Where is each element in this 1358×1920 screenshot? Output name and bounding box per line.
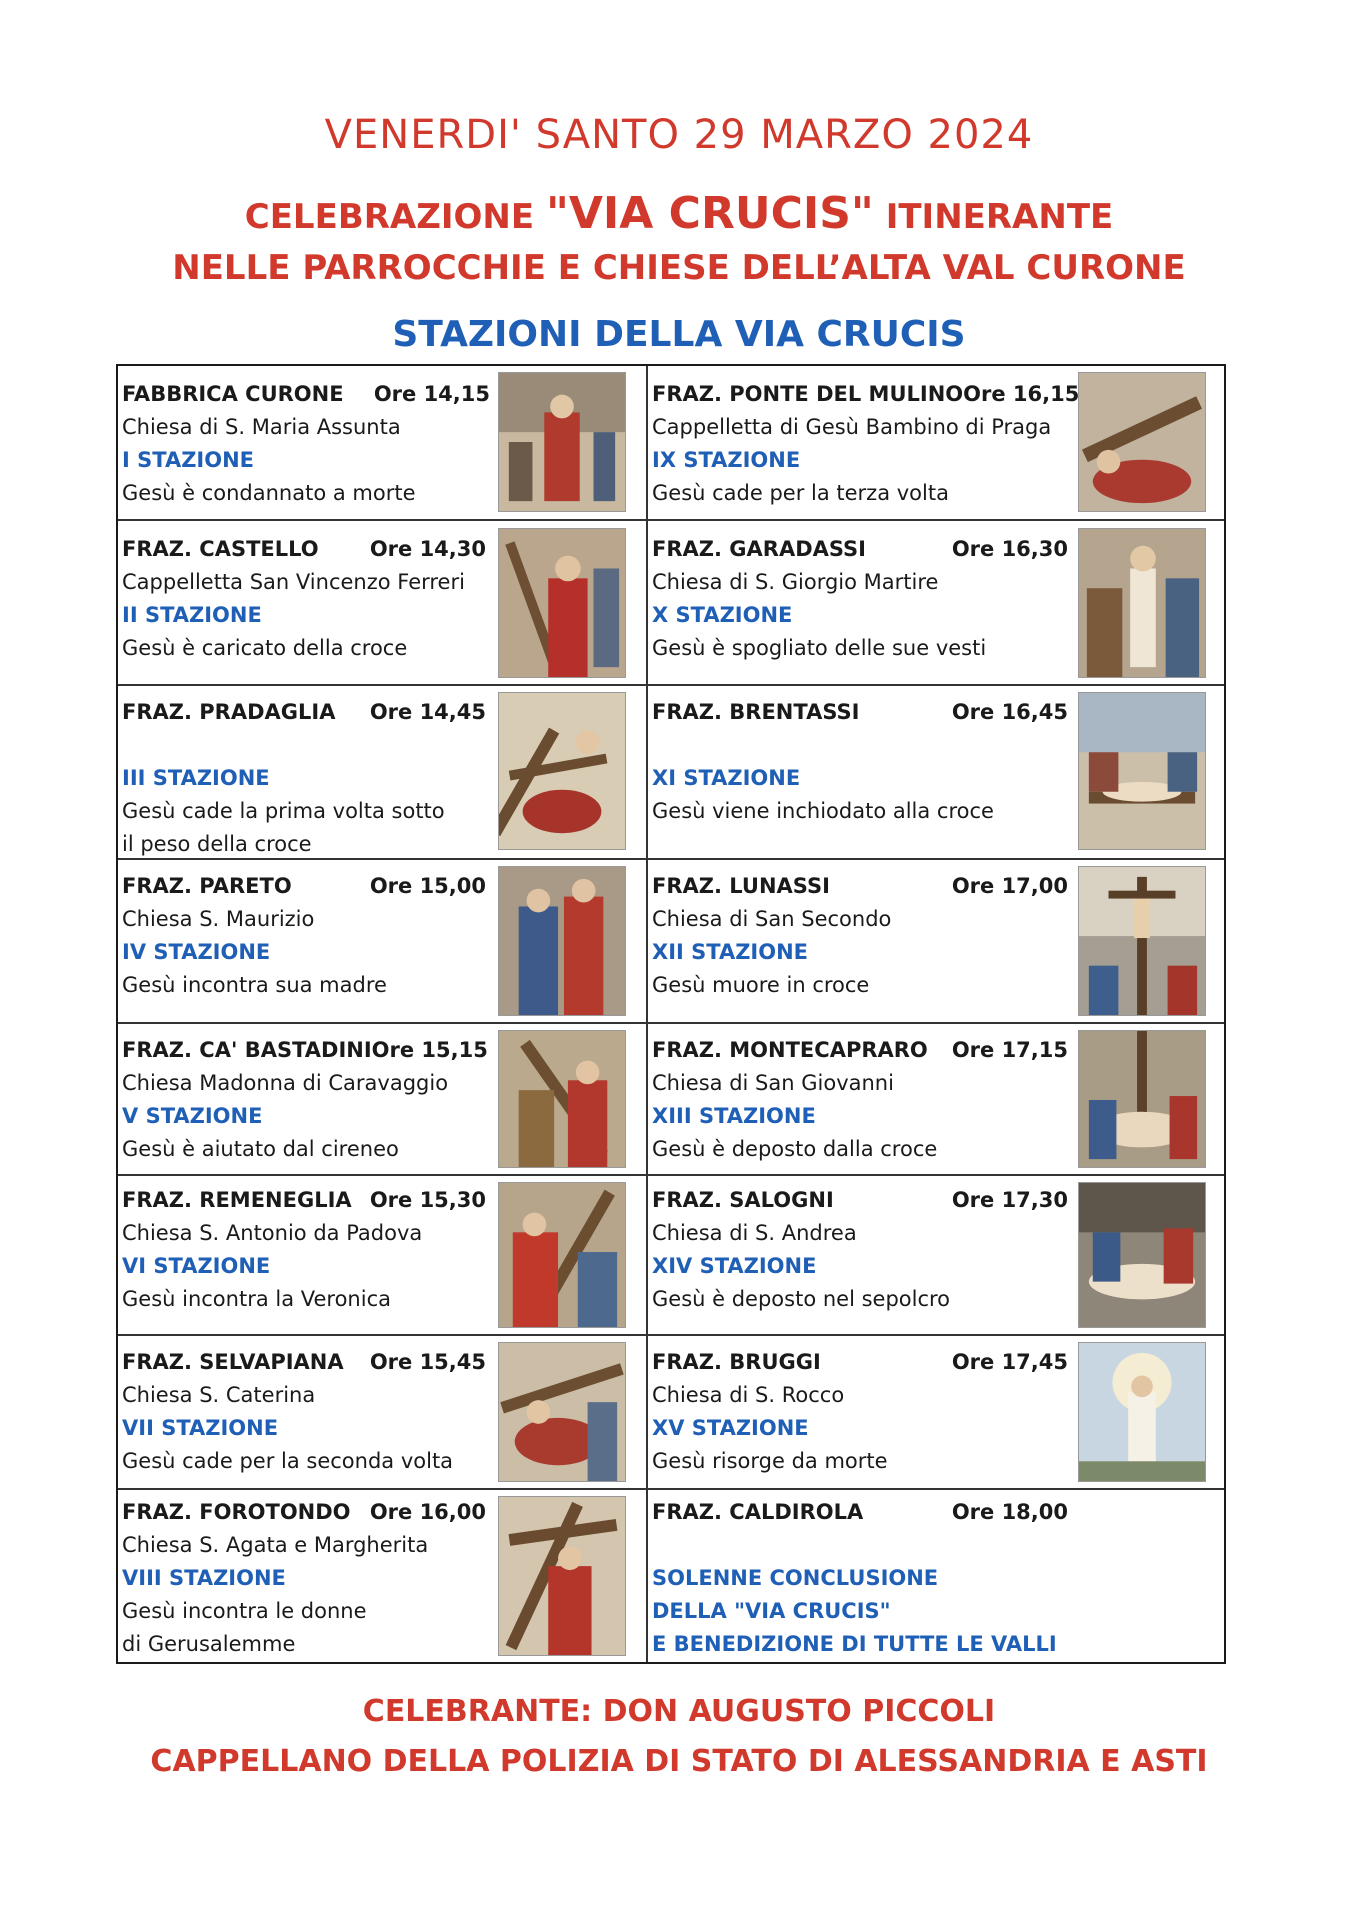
- station-painting-image: [498, 1182, 626, 1328]
- station-time: Ore 17,30: [951, 1188, 1068, 1212]
- station-number: XIV STAZIONE: [652, 1254, 817, 1278]
- station-description-cont: di Gerusalemme: [122, 1632, 296, 1656]
- station-painting-image: [1078, 692, 1206, 850]
- station-number: XII STAZIONE: [652, 940, 809, 964]
- station-place: FRAZ. FOROTONDO: [122, 1500, 351, 1524]
- station-number: XI STAZIONE: [652, 766, 801, 790]
- station-painting-image: [1078, 1030, 1206, 1168]
- station-number: XIII STAZIONE: [652, 1104, 816, 1128]
- celebration-suffix: ITINERANTE: [873, 197, 1114, 237]
- station-cell: [652, 378, 1080, 510]
- station-time: Ore 17,45: [951, 1350, 1068, 1374]
- station-painting-image: [498, 692, 626, 850]
- station-cell: [652, 1346, 1068, 1478]
- station-cell: [122, 1496, 486, 1661]
- station-church: Cappelletta di Gesù Bambino di Praga: [652, 415, 1052, 439]
- station-description: Gesù cade per la seconda volta: [122, 1449, 454, 1473]
- station-number: IV STAZIONE: [122, 940, 271, 964]
- station-number: II STAZIONE: [122, 603, 262, 627]
- station-description: Gesù incontra la Veronica: [122, 1287, 391, 1311]
- station-cell: [652, 870, 1068, 1002]
- station-painting-image: [498, 528, 626, 678]
- station-church: Chiesa S. Caterina: [122, 1383, 316, 1407]
- station-cell: [652, 1184, 1068, 1316]
- station-place: FRAZ. PONTE DEL MULINO: [652, 382, 964, 406]
- station-church: Chiesa di S. Rocco: [652, 1383, 845, 1407]
- station-cell: [122, 378, 490, 510]
- station-number: XV STAZIONE: [652, 1416, 809, 1440]
- station-place: FRAZ. SALOGNI: [652, 1188, 834, 1212]
- station-church: Chiesa di San Giovanni: [652, 1071, 894, 1095]
- row-divider: [118, 1488, 1224, 1490]
- station-painting-image: [498, 1030, 626, 1168]
- station-painting-image: [1078, 1342, 1206, 1482]
- station-church: Chiesa di S. Maria Assunta: [122, 415, 401, 439]
- station-cell: [122, 696, 486, 861]
- station-church: Chiesa S. Antonio da Padova: [122, 1221, 423, 1245]
- station-number: IX STAZIONE: [652, 448, 801, 472]
- station-cell: [122, 1034, 486, 1166]
- station-place: FRAZ. BRUGGI: [652, 1350, 821, 1374]
- station-painting-image: [498, 1496, 626, 1656]
- column-divider: [646, 366, 648, 1662]
- row-divider: [118, 684, 1224, 686]
- station-time: Ore 16,30: [951, 537, 1068, 561]
- station-number: X STAZIONE: [652, 603, 793, 627]
- stations-table: [116, 364, 1226, 1664]
- station-painting-image: [1078, 528, 1206, 678]
- station-number: VI STAZIONE: [122, 1254, 271, 1278]
- station-place: FRAZ. PARETO: [122, 874, 292, 898]
- station-place: FRAZ. LUNASSI: [652, 874, 830, 898]
- station-cell: [122, 533, 486, 665]
- station-description: Gesù incontra le donne: [122, 1599, 367, 1623]
- station-description: Gesù è condannato a morte: [122, 481, 416, 505]
- station-cell: [122, 1346, 486, 1478]
- row-divider: [118, 1334, 1224, 1336]
- station-place: FRAZ. MONTECAPRARO: [652, 1038, 928, 1062]
- station-church: Chiesa S. Agata e Margherita: [122, 1533, 429, 1557]
- station-description-cont: il peso della croce: [122, 832, 312, 856]
- station-church: Cappelletta San Vincenzo Ferreri: [122, 570, 465, 594]
- row-divider: [118, 1022, 1224, 1024]
- station-place: FRAZ. REMENEGLIA: [122, 1188, 352, 1212]
- conclusion-line: SOLENNE CONCLUSIONE: [652, 1566, 939, 1590]
- station-painting-image: [1078, 866, 1206, 1016]
- station-painting-image: [498, 372, 626, 512]
- station-time: Ore 15,30: [369, 1188, 486, 1212]
- station-church: Chiesa S. Maurizio: [122, 907, 315, 931]
- event-date-title: VENERDI' SANTO 29 MARZO 2024: [324, 112, 1034, 158]
- station-place: FRAZ. CASTELLO: [122, 537, 319, 561]
- station-description: Gesù cade la prima volta sotto: [122, 799, 445, 823]
- station-time: Ore 18,00: [951, 1500, 1068, 1524]
- station-cell: [122, 1184, 486, 1316]
- station-description: Gesù cade per la terza volta: [652, 481, 949, 505]
- station-church: Chiesa di S. Giorgio Martire: [652, 570, 939, 594]
- station-description: Gesù muore in croce: [652, 973, 870, 997]
- station-number: V STAZIONE: [122, 1104, 263, 1128]
- station-time: Ore 16,15: [963, 382, 1080, 406]
- station-place: FRAZ. PRADAGLIA: [122, 700, 336, 724]
- conclusion-line: E BENEDIZIONE DI TUTTE LE VALLI: [652, 1632, 1057, 1656]
- station-description: Gesù viene inchiodato alla croce: [652, 799, 994, 823]
- station-church: Chiesa di S. Andrea: [652, 1221, 857, 1245]
- station-time: Ore 15,15: [371, 1038, 488, 1062]
- station-place: FRAZ. CALDIROLA: [652, 1500, 864, 1524]
- station-painting-image: [498, 1342, 626, 1482]
- station-place: FRAZ. CA' BASTADINI: [122, 1038, 372, 1062]
- station-time: Ore 15,00: [369, 874, 486, 898]
- station-time: Ore 17,00: [951, 874, 1068, 898]
- station-time: Ore 14,15: [373, 382, 490, 406]
- station-number: III STAZIONE: [122, 766, 270, 790]
- via-crucis-title: "VIA CRUCIS": [545, 188, 874, 239]
- station-place: FABBRICA CURONE: [122, 382, 344, 406]
- station-number: I STAZIONE: [122, 448, 255, 472]
- station-time: Ore 17,15: [951, 1038, 1068, 1062]
- station-description: Gesù è caricato della croce: [122, 636, 408, 660]
- station-place: FRAZ. GARADASSI: [652, 537, 866, 561]
- parishes-subtitle: NELLE PARROCCHIE E CHIESE DELL’ALTA VAL CURONE: [172, 248, 1186, 288]
- station-cell: [652, 696, 1068, 828]
- station-description: Gesù è aiutato dal cireneo: [122, 1137, 399, 1161]
- station-description: Gesù è deposto dalla croce: [652, 1137, 938, 1161]
- station-number: VII STAZIONE: [122, 1416, 279, 1440]
- celebration-prefix: CELEBRAZIONE: [244, 197, 546, 237]
- station-cell: [652, 533, 1068, 665]
- celebrant: CELEBRANTE: DON AUGUSTO PICCOLI: [362, 1694, 996, 1729]
- station-time: Ore 14,30: [369, 537, 486, 561]
- station-number: VIII STAZIONE: [122, 1566, 286, 1590]
- celebrant-role: CAPPELLANO DELLA POLIZIA DI STATO DI ALESSANDRIA E ASTI: [150, 1744, 1208, 1779]
- station-time: Ore 16,00: [369, 1500, 486, 1524]
- final-cell: [652, 1496, 1068, 1661]
- row-divider: [118, 519, 1224, 521]
- station-description: Gesù è deposto nel sepolcro: [652, 1287, 951, 1311]
- station-painting-image: [1078, 1182, 1206, 1328]
- station-description: Gesù è spogliato delle sue vesti: [652, 636, 987, 660]
- station-place: FRAZ. BRENTASSI: [652, 700, 860, 724]
- conclusion-line: DELLA "VIA CRUCIS": [652, 1599, 891, 1623]
- station-description: Gesù incontra sua madre: [122, 973, 387, 997]
- station-church: Chiesa Madonna di Caravaggio: [122, 1071, 449, 1095]
- station-time: Ore 16,45: [951, 700, 1068, 724]
- station-place: FRAZ. SELVAPIANA: [122, 1350, 344, 1374]
- station-time: Ore 15,45: [369, 1350, 486, 1374]
- station-church: Chiesa di San Secondo: [652, 907, 892, 931]
- station-description: Gesù risorge da morte: [652, 1449, 888, 1473]
- station-time: Ore 14,45: [369, 700, 486, 724]
- station-painting-image: [498, 866, 626, 1016]
- stations-heading: STAZIONI DELLA VIA CRUCIS: [392, 314, 966, 355]
- celebration-title: [0, 188, 1358, 239]
- station-painting-image: [1078, 372, 1206, 512]
- row-divider: [118, 1174, 1224, 1176]
- station-cell: [122, 870, 486, 1002]
- station-cell: [652, 1034, 1068, 1166]
